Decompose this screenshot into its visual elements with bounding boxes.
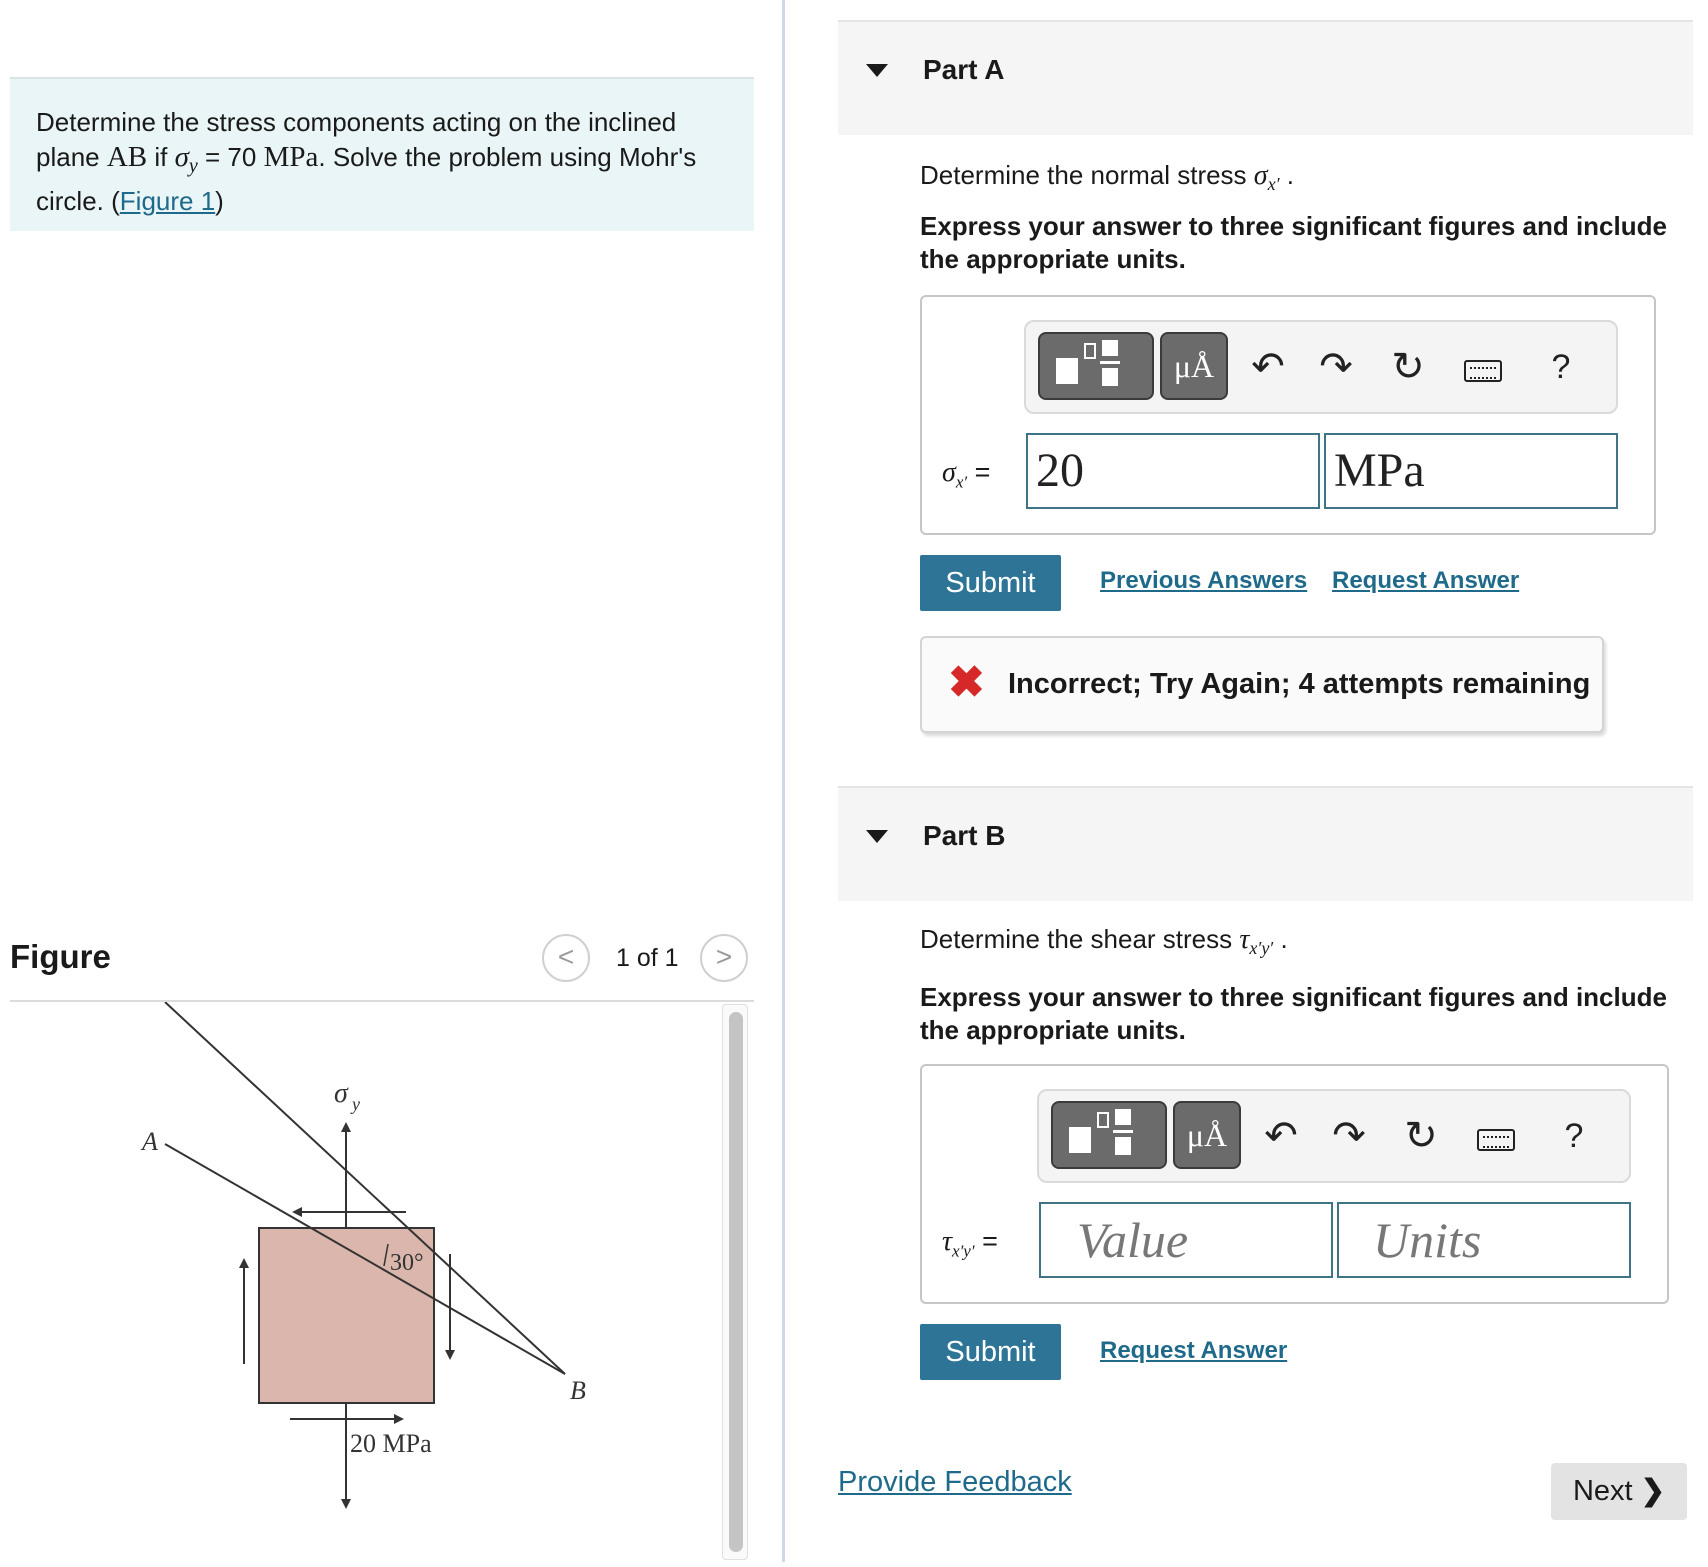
figure-link[interactable]: Figure 1 [119, 186, 216, 217]
part-b-units-field[interactable]: Units [1337, 1202, 1631, 1278]
part-b-label-symbol: τ [942, 1226, 953, 1257]
units-button[interactable]: μÅ [1160, 332, 1228, 400]
part-a-request-answer-link[interactable]: Request Answer [1332, 567, 1520, 594]
part-b-prompt-text: Determine the shear stress [920, 924, 1240, 954]
part-b-period: . [1273, 924, 1288, 954]
units-button[interactable]: μÅ [1173, 1101, 1241, 1169]
redo-icon[interactable]: ↷ [1332, 1114, 1366, 1158]
part-b-answer-box [920, 1064, 1669, 1304]
part-b-symbol: τ [1239, 924, 1250, 955]
next-button[interactable] [1551, 1463, 1687, 1520]
part-a-answer-box [920, 295, 1656, 535]
figure-header [10, 930, 754, 1002]
keyboard-icon[interactable] [1464, 360, 1502, 382]
templates-button[interactable] [1038, 332, 1154, 400]
part-a-symbol: σ [1253, 160, 1268, 191]
keyboard-icon[interactable] [1477, 1129, 1515, 1151]
problem-text-2: . Solve the problem using Mohr's circle. ( [36, 142, 697, 217]
previous-answers-link[interactable]: Previous Answers [1100, 567, 1308, 594]
part-a-title: Part A [923, 54, 1005, 85]
point-a-label: A [142, 1127, 158, 1156]
collapse-triangle-icon[interactable] [866, 830, 888, 843]
undo-icon[interactable]: ↶ [1264, 1114, 1298, 1158]
templates-icon [1053, 1103, 1165, 1167]
help-icon[interactable]: ? [1564, 1117, 1584, 1155]
part-a-submit-button[interactable]: Submit [920, 555, 1061, 611]
problem-text-if: if [147, 142, 175, 172]
part-b-toolbar [1037, 1089, 1631, 1183]
part-b-request-answer-link[interactable]: Request Answer [1100, 1337, 1288, 1364]
collapse-triangle-icon[interactable] [866, 64, 888, 77]
chevron-right-icon: ❯ [1640, 1475, 1665, 1507]
help-icon[interactable]: ? [1551, 348, 1571, 386]
reset-icon[interactable]: ↻ [1404, 1114, 1438, 1158]
next-label: Next [1572, 1475, 1633, 1507]
point-b-label: B [570, 1376, 586, 1405]
problem-unit: MPa [263, 141, 319, 173]
part-b-prompt [920, 924, 1288, 959]
part-b-symbol-sub: x′y′ [1249, 938, 1274, 959]
figure-next-button[interactable]: > [700, 934, 748, 982]
part-b-instructions: Express your answer to three significant figures and include the appropriate units. [920, 982, 1667, 1045]
part-a-symbol-sub: x′ [1267, 174, 1280, 195]
part-b-label-sub: x′y′ [952, 1241, 975, 1261]
part-a-label-sub: x′ [955, 472, 968, 492]
stress-element-figure [10, 1002, 710, 1562]
pane-divider[interactable] [782, 0, 785, 1562]
redo-icon[interactable]: ↷ [1319, 345, 1353, 389]
figure-area [10, 1002, 754, 1562]
shear-value-label: 20 MPa [350, 1429, 432, 1458]
part-a-prompt [920, 160, 1294, 195]
part-b-header[interactable] [838, 786, 1693, 901]
part-a-units-field[interactable]: MPa [1324, 433, 1618, 509]
figure-title: Figure [10, 938, 111, 975]
problem-value: = 70 [197, 142, 264, 172]
part-a-feedback [920, 636, 1604, 733]
part-a-header[interactable] [838, 20, 1693, 135]
part-a-toolbar [1024, 320, 1618, 414]
part-a-label-symbol: σ [942, 457, 956, 488]
problem-text-1: Determine the stress components acting on the inclined plane [36, 107, 677, 172]
part-b-label-eq: = [974, 1226, 998, 1256]
provide-feedback-link[interactable]: Provide Feedback [838, 1466, 1072, 1498]
part-a-period: . [1279, 160, 1294, 190]
part-b-value-field[interactable]: Value [1039, 1202, 1333, 1278]
sigma-symbol: σ [174, 141, 189, 173]
plane-label: AB [106, 141, 148, 173]
sigma-y-sub-label: y [352, 1094, 360, 1114]
part-a-input-label [942, 457, 990, 492]
part-a-prompt-text: Determine the normal stress [920, 160, 1254, 190]
sigma-sub: y [188, 155, 198, 178]
figure-count: 1 of 1 [616, 944, 679, 972]
part-a-value-field[interactable]: 20 [1026, 433, 1320, 509]
part-a-label-eq: = [967, 457, 991, 487]
part-b-title: Part B [923, 820, 1006, 851]
left-pane [0, 0, 780, 1562]
part-a-feedback-text: Incorrect; Try Again; 4 attempts remaining [1008, 668, 1591, 700]
close-paren: ) [215, 186, 224, 217]
part-a-instructions: Express your answer to three significant figures and include the appropriate units. [920, 211, 1667, 274]
angle-label: 30° [390, 1250, 424, 1276]
problem-statement [10, 77, 754, 231]
figure-scrollbar-thumb[interactable] [729, 1012, 743, 1552]
part-b-input-label [942, 1226, 998, 1261]
templates-button[interactable] [1051, 1101, 1167, 1169]
templates-icon [1040, 334, 1152, 398]
reset-icon[interactable]: ↻ [1391, 345, 1425, 389]
undo-icon[interactable]: ↶ [1251, 345, 1285, 389]
sigma-y-label: σ [334, 1078, 348, 1109]
incorrect-x-icon: ✖ [948, 658, 985, 707]
part-b-submit-button[interactable]: Submit [920, 1324, 1061, 1380]
figure-prev-button[interactable]: < [542, 934, 590, 982]
